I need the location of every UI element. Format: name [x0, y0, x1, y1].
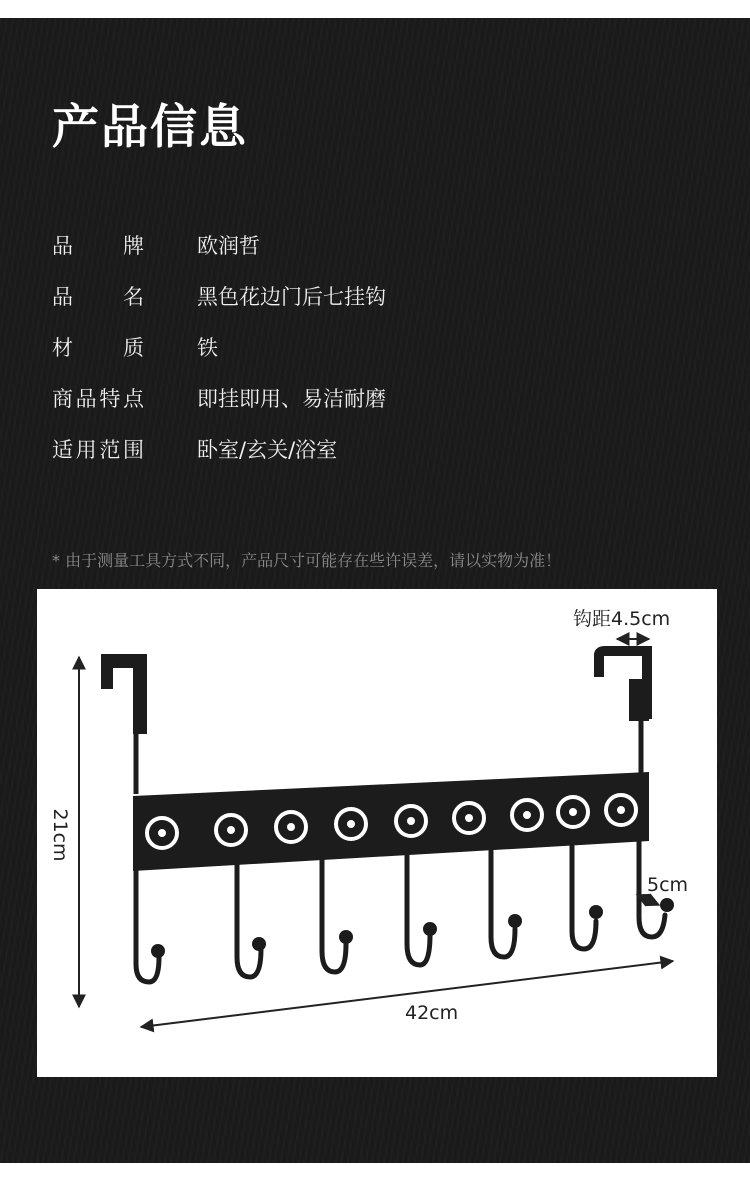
hook-spacing-label: 钩距4.5cm [573, 608, 671, 630]
spec-value: 卧室/玄关/浴室 [197, 438, 338, 462]
product-dimension-diagram [37, 589, 717, 1077]
spec-label: 商品特点 [52, 387, 144, 411]
diagram-svg [37, 589, 717, 1077]
spec-value: 欧润哲 [197, 234, 260, 258]
page-title: 产品信息 [52, 100, 248, 155]
height-label: 21cm [49, 808, 71, 862]
hook-depth-label: 5cm [647, 874, 689, 896]
spec-label: 材质 [52, 336, 144, 360]
width-label: 42cm [405, 1002, 459, 1024]
spec-value: 黑色花边门后七挂钩 [197, 285, 386, 309]
spec-label: 品牌 [52, 234, 144, 258]
spec-value: 铁 [197, 336, 218, 360]
spec-label: 适用范围 [52, 438, 144, 462]
spec-label: 品名 [52, 285, 144, 309]
measurement-note: * 由于测量工具方式不同，产品尺寸可能存在些许误差，请以实物为准！ [52, 551, 562, 570]
left-door-clip [101, 654, 147, 794]
right-door-clip [599, 651, 649, 774]
spec-value: 即挂即用、易洁耐磨 [197, 387, 386, 411]
